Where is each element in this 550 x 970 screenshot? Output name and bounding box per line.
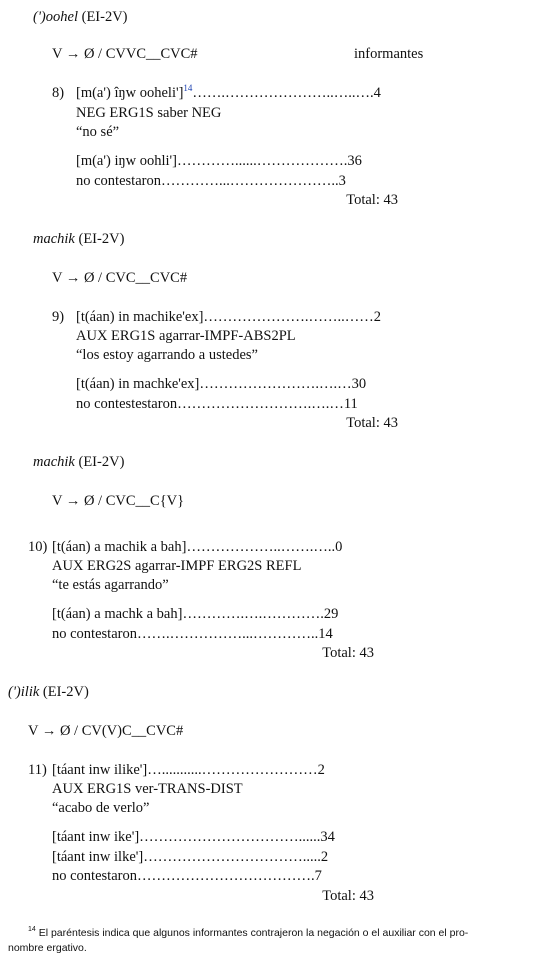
result-form: [t(áan) in machke'ex] xyxy=(76,376,200,392)
example-form-line xyxy=(52,540,342,555)
example-form-line xyxy=(52,763,325,778)
example-gloss: AUX ERG2S agarrar-IMPF ERG2S REFL xyxy=(52,558,302,574)
result-row xyxy=(76,397,358,412)
result-row xyxy=(52,607,338,622)
result-form: [táant inw ilke'] xyxy=(52,849,144,865)
count-value: 11 xyxy=(343,396,358,412)
footnote-text-line2: nombre ergativo. xyxy=(8,942,87,954)
result-form: [m(a') iŋw oohli'] xyxy=(76,153,177,169)
section-heading xyxy=(33,10,128,25)
phonological-rule: V → Ø / CV(V)C__CVC# xyxy=(28,723,184,739)
result-form: [táant inw ike'] xyxy=(52,829,140,845)
example-form-line xyxy=(76,83,381,101)
column-header-informantes: informantes xyxy=(354,46,424,62)
heading-word: (')ilik xyxy=(8,684,40,700)
count-value: 29 xyxy=(323,606,339,622)
heading-tag: (EI-2V) xyxy=(81,9,128,25)
result-form: no contestaron xyxy=(76,173,161,189)
example-number: 10) xyxy=(28,539,48,555)
leader-dots: ……………………………..... xyxy=(143,849,321,865)
example-gloss: AUX ERG1S ver-TRANS-DIST xyxy=(52,781,243,797)
leader-dots: …….…………………..…..…. xyxy=(192,85,374,101)
example-gloss: NEG ERG1S saber NEG xyxy=(76,105,222,121)
leader-dots: …….……………...………….. xyxy=(136,626,319,642)
leader-dots: ……………………………...... xyxy=(139,829,321,845)
count-value: 14 xyxy=(318,626,333,642)
total-line: Total: 43 xyxy=(322,645,374,661)
result-form: no contestestaron xyxy=(76,396,178,412)
leader-dots: …...........…………………… xyxy=(147,762,318,778)
result-row xyxy=(76,174,346,189)
result-row xyxy=(52,869,322,884)
count-value: 3 xyxy=(338,173,346,189)
result-form: no contestaron xyxy=(52,868,137,884)
example-number: 11) xyxy=(28,762,47,778)
count-value: 2 xyxy=(317,762,325,778)
footnote xyxy=(28,926,468,941)
count-value: 30 xyxy=(351,376,367,392)
footnote-text-line1: El paréntesis indica que algunos informantes contrajeron la negación o el auxiliar con el pro- xyxy=(38,927,469,939)
total-line: Total: 43 xyxy=(322,888,374,904)
heading-tag: (EI-2V) xyxy=(42,684,89,700)
count-value: 2 xyxy=(320,849,329,865)
leader-dots: ………………..…….….. xyxy=(186,539,336,555)
example-number: 9) xyxy=(52,309,65,325)
count-value: 36 xyxy=(347,153,362,169)
count-value: 2 xyxy=(373,309,382,325)
total-line: Total: 43 xyxy=(346,192,398,208)
leader-dots: ………….….…………. xyxy=(182,606,324,622)
section-heading xyxy=(33,455,124,470)
heading-tag: (EI-2V) xyxy=(78,454,125,470)
example-translation: “te estás agarrando” xyxy=(52,577,169,593)
example-gloss: AUX ERG1S agarrar-IMPF-ABS2PL xyxy=(76,328,296,344)
phonological-rule: V → Ø / CVC__C{V} xyxy=(52,493,185,509)
result-form: no contestaron xyxy=(52,626,137,642)
heading-tag: (EI-2V) xyxy=(78,231,125,247)
example-form: [t(áan) a machik a bah] xyxy=(52,539,187,555)
footnote-reference[interactable]: 14 xyxy=(183,83,193,93)
result-row xyxy=(76,377,366,392)
leader-dots: …………......………………. xyxy=(176,153,348,169)
leader-dots: …………...………………….. xyxy=(160,173,339,189)
example-translation: “no sé” xyxy=(76,124,120,140)
heading-word: (')oohel xyxy=(33,9,78,25)
count-value: 34 xyxy=(320,829,335,845)
result-form: [t(áan) a machk a bah] xyxy=(52,606,183,622)
leader-dots: ………………………………. xyxy=(136,868,315,884)
leader-dots: ……………………….….… xyxy=(177,396,344,412)
count-value: 4 xyxy=(373,85,381,101)
result-row xyxy=(52,830,335,845)
phonological-rule: V → Ø / CVC__CVC# xyxy=(52,270,188,286)
example-form: [m(a') îŋw ooheli'] xyxy=(76,85,184,101)
result-row xyxy=(76,154,362,169)
section-heading xyxy=(8,685,89,700)
count-value: 0 xyxy=(335,539,343,555)
result-row xyxy=(52,850,328,865)
example-form: [t(áan) in machike'ex] xyxy=(76,309,204,325)
total-line: Total: 43 xyxy=(346,415,398,431)
example-translation: “los estoy agarrando a ustedes” xyxy=(76,347,258,363)
example-form: [táant inw ilike'] xyxy=(52,762,148,778)
result-row xyxy=(52,627,333,642)
example-form-line xyxy=(76,310,381,325)
heading-word: machik xyxy=(33,454,75,470)
footnote-number: 14 xyxy=(28,926,36,933)
example-translation: “acabo de verlo” xyxy=(52,800,150,816)
example-number: 8) xyxy=(52,85,65,101)
count-value: 7 xyxy=(314,868,322,884)
leader-dots: …………………….….… xyxy=(199,376,352,392)
heading-word: machik xyxy=(33,231,75,247)
section-heading xyxy=(33,232,124,247)
phonological-rule: V → Ø / CVVC__CVC# xyxy=(52,46,198,62)
leader-dots: ………………….……..…… xyxy=(203,309,374,325)
